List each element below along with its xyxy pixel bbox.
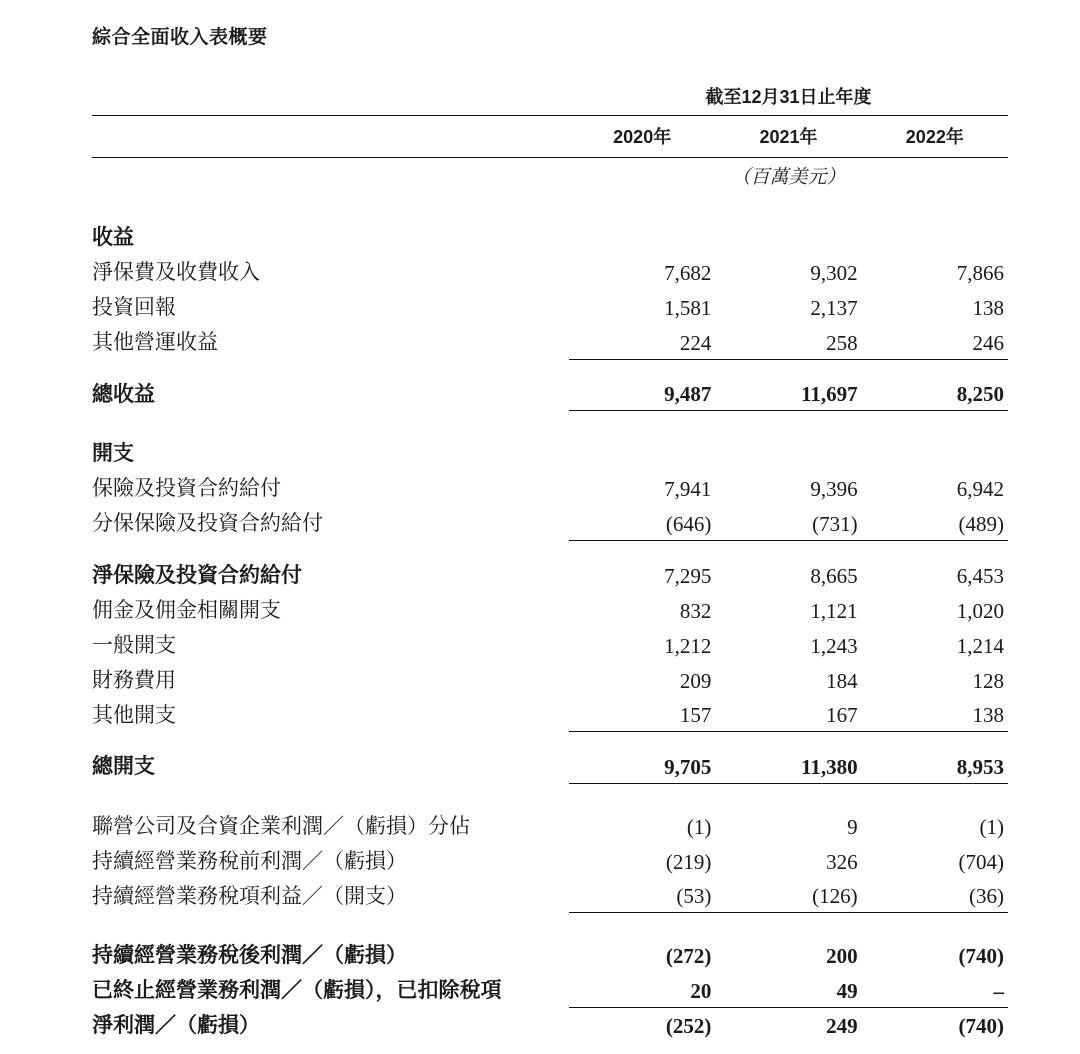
- row-value-2022: 128: [972, 668, 1004, 693]
- row-label: 財務費用: [92, 667, 176, 692]
- row-value-2021: 11,380: [715, 748, 861, 783]
- row-value-2021: 184: [826, 668, 858, 693]
- row-value-2022: 1,020: [956, 598, 1004, 623]
- row-value-2022: 8,953: [862, 748, 1008, 783]
- row-value-2020: 7,295: [664, 563, 712, 588]
- row-label: 淨保險及投資合約給付: [92, 562, 302, 587]
- row-label: 一般開支: [92, 632, 176, 657]
- row-value-2020: 832: [679, 598, 712, 623]
- row-value-2020: (1): [686, 814, 712, 839]
- table-row: [92, 1007, 1008, 1042]
- total-row-revenue: [92, 376, 1008, 411]
- row-value-2020: (252): [665, 1014, 712, 1038]
- row-value-2022: –: [862, 972, 1008, 1007]
- row-value-2022: 8,250: [862, 376, 1008, 411]
- row-value-2020: 20: [569, 972, 715, 1007]
- table-row: [92, 470, 1008, 505]
- spacer: [92, 783, 1008, 808]
- row-value-2021: 249: [826, 1014, 858, 1038]
- year-header-2020: 2020年: [613, 127, 672, 147]
- row-value-2022: 246: [862, 324, 1008, 359]
- year-header-row: [92, 116, 1008, 158]
- row-label: 分保保險及投資合約給付: [92, 511, 323, 535]
- unit-note: （百萬美元）: [731, 167, 846, 188]
- row-value-2021: 9: [847, 814, 858, 839]
- row-value-2021: 258: [715, 324, 861, 359]
- row-value-2021: 9,396: [810, 477, 858, 501]
- row-value-2021: 1,243: [810, 633, 858, 658]
- row-label: 其他開支: [92, 702, 176, 727]
- spacer: [92, 732, 1008, 749]
- spacer: [92, 411, 1008, 436]
- row-value-2022: 138: [862, 697, 1008, 732]
- row-value-2022: (740): [958, 1014, 1004, 1038]
- section-heading-expenses: [92, 435, 1008, 470]
- row-value-2021: 1,121: [810, 598, 858, 623]
- row-value-2021: 167: [715, 697, 861, 732]
- table-row: [92, 324, 1008, 359]
- row-value-2020: 1,212: [664, 633, 712, 658]
- table-row: [92, 878, 1008, 913]
- row-value-2022: (36): [862, 878, 1008, 913]
- row-value-2020: 224: [569, 324, 715, 359]
- row-label: 持續經營業務稅項利益／（開支）: [92, 883, 407, 908]
- row-value-2021: (731): [715, 505, 861, 540]
- spacer: [92, 913, 1008, 938]
- row-value-2021: 11,697: [715, 376, 861, 411]
- row-value-2020: 9,487: [569, 376, 715, 411]
- row-value-2022: 6,942: [956, 477, 1004, 501]
- row-label: 總收益: [92, 381, 155, 406]
- row-label: 持續經營業務稅後利潤／（虧損）: [92, 943, 407, 967]
- table-row: [92, 505, 1008, 540]
- subtotal-row-net-benefits: [92, 557, 1008, 592]
- row-value-2020: (219): [665, 849, 712, 874]
- row-value-2021: (126): [715, 878, 861, 913]
- table-row: [92, 254, 1008, 289]
- table-row: [92, 697, 1008, 732]
- row-label: 淨保費及收費收入: [92, 260, 260, 284]
- row-label: 已終止經營業務利潤／（虧損），已扣除稅項: [92, 978, 502, 1002]
- row-label: 保險及投資合約給付: [92, 476, 281, 500]
- row-value-2022: (489): [862, 505, 1008, 540]
- period-header: 截至12月31日止年度: [705, 87, 872, 107]
- row-value-2020: 209: [679, 668, 712, 693]
- row-value-2021: 2,137: [810, 296, 858, 320]
- row-label: 持續經營業務稅前利潤／（虧損）: [92, 848, 407, 873]
- financial-summary-table: [92, 83, 1008, 1042]
- page-title: 綜合全面收入表概要: [92, 27, 268, 48]
- row-value-2022: (1): [979, 814, 1004, 839]
- row-value-2021: 200: [826, 944, 858, 968]
- table-row: [92, 808, 1008, 843]
- row-label: 其他營運收益: [92, 330, 218, 354]
- section-heading-label: 收益: [92, 225, 134, 249]
- row-value-2021: 8,665: [810, 563, 858, 588]
- spacer: [92, 359, 1008, 376]
- table-row: [92, 592, 1008, 627]
- row-value-2022: (704): [958, 849, 1004, 874]
- table-row: [92, 289, 1008, 324]
- row-value-2022: 1,214: [956, 633, 1004, 658]
- table-row: [92, 627, 1008, 662]
- row-value-2020: 1,581: [664, 296, 712, 320]
- row-value-2020: 7,682: [664, 261, 712, 285]
- row-value-2020: (646): [569, 505, 715, 540]
- table-row: [92, 843, 1008, 878]
- row-value-2020: (53): [569, 878, 715, 913]
- spacer: [92, 195, 1008, 219]
- row-label: 佣金及佣金相關開支: [92, 597, 281, 622]
- row-value-2020: 9,705: [569, 748, 715, 783]
- table-row: [92, 937, 1008, 972]
- row-label: 總開支: [92, 754, 155, 778]
- period-header-row: [92, 83, 1008, 115]
- spacer-cell: [92, 83, 569, 115]
- row-label: 聯營公司及合資企業利潤／（虧損）分佔: [92, 813, 470, 838]
- row-value-2020: (272): [665, 944, 712, 968]
- row-value-2021: 326: [826, 849, 858, 874]
- row-value-2021: 9,302: [810, 261, 858, 285]
- row-value-2022: (740): [958, 944, 1004, 968]
- row-label: 淨利潤／（虧損）: [92, 1013, 260, 1037]
- row-value-2022: 6,453: [956, 563, 1004, 588]
- total-row-expenses: [92, 748, 1008, 783]
- table-row: [92, 662, 1008, 697]
- unit-note-row: [92, 158, 1008, 196]
- table-row: [92, 972, 1008, 1007]
- spacer: [92, 540, 1008, 557]
- row-value-2020: 7,941: [664, 477, 712, 501]
- row-value-2021: 49: [715, 972, 861, 1007]
- year-header-2022: 2022年: [905, 127, 964, 147]
- year-header-2021: 2021年: [759, 127, 818, 147]
- row-value-2020: 157: [569, 697, 715, 732]
- row-value-2022: 7,866: [956, 261, 1004, 285]
- section-heading-label: 開支: [92, 441, 134, 465]
- row-value-2022: 138: [972, 296, 1004, 320]
- row-label: 投資回報: [92, 295, 176, 319]
- section-heading-revenue: [92, 219, 1008, 254]
